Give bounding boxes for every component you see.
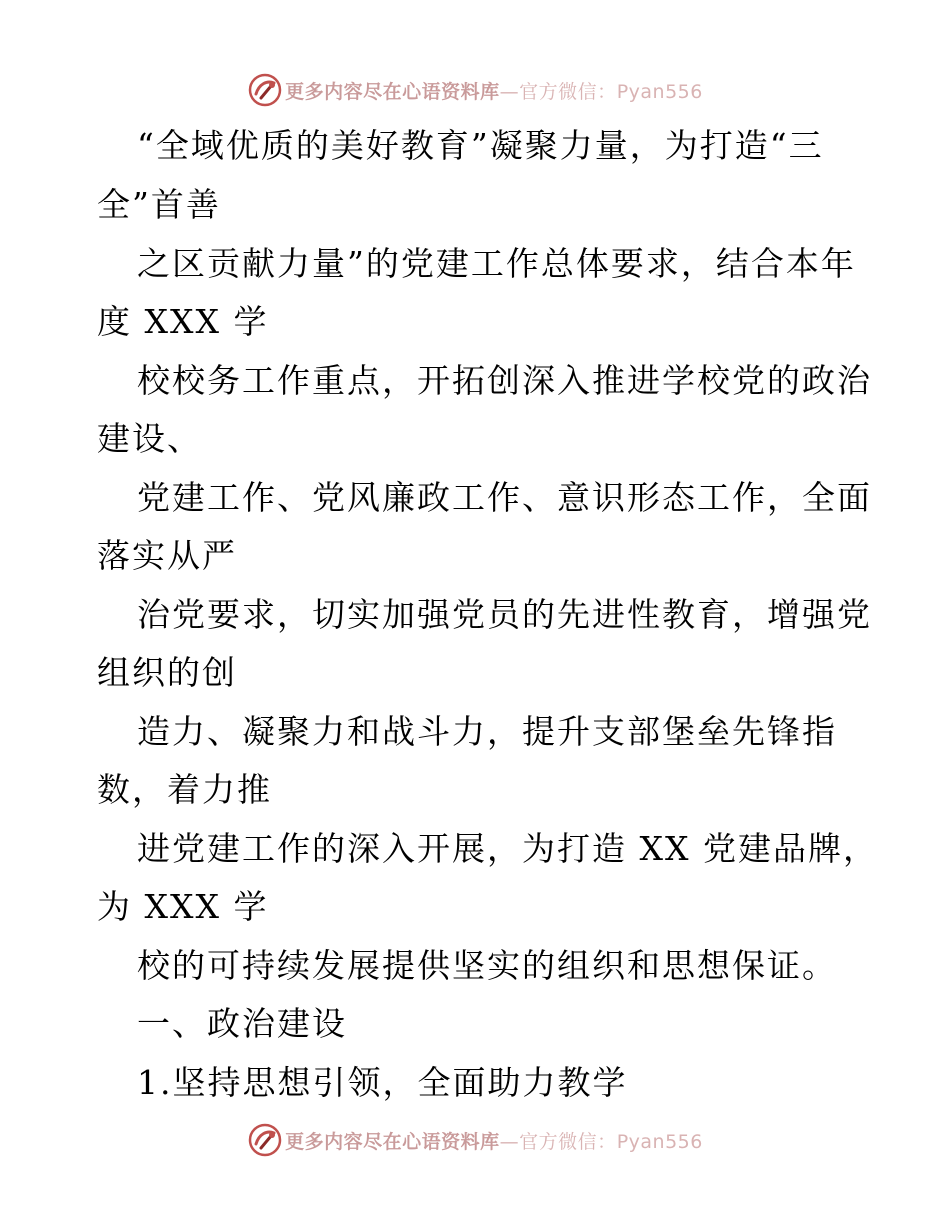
paragraph-line-3: 之区贡献力量”的党建工作总体要求，结合本年: [137, 244, 856, 283]
watermark-sep: —: [499, 80, 520, 103]
paragraph-line-13: 进党建工作的深入开展，为打造 XX 党建品牌，: [137, 829, 878, 868]
watermark-logo-icon: [247, 72, 283, 108]
watermark-main: 更多内容尽在心语资料库: [285, 80, 500, 103]
watermark-text: [285, 77, 703, 104]
watermark-tail: 官方微信：: [519, 1130, 617, 1153]
paragraph-line-5: 校校务工作重点，开拓创深入推进学校党的政治: [137, 361, 872, 400]
footer-watermark: [0, 1122, 950, 1158]
watermark-logo-icon: [247, 1122, 283, 1158]
header-watermark: [0, 72, 950, 108]
paragraph-line-4: 度 XXX 学: [97, 302, 269, 341]
paragraph-line-8: 落实从严: [97, 536, 237, 575]
paragraph-line-1: “全域优质的美好教育”凝聚力量，为打造“三: [137, 126, 824, 165]
paragraph-line-11: 造力、凝聚力和战斗力，提升支部堡垒先锋指: [137, 712, 837, 751]
paragraph-line-14: 为 XXX 学: [97, 887, 269, 926]
paragraph-line-15: 校的可持续发展提供坚实的组织和思想保证。: [137, 946, 837, 985]
paragraph-line-7: 党建工作、党风廉政工作、意识形态工作，全面: [137, 478, 872, 517]
paragraph-line-6: 建设、: [97, 419, 202, 458]
watermark-main: 更多内容尽在心语资料库: [285, 1130, 500, 1153]
watermark-text: [285, 1127, 703, 1154]
paragraph-line-12: 数，着力推: [97, 770, 272, 809]
watermark-id: Pyan556: [616, 1130, 703, 1153]
watermark-sep: —: [499, 1130, 520, 1153]
paragraph-line-2: 全”首善: [97, 185, 221, 224]
paragraph-line-9: 治党要求，切实加强党员的先进性教育，增强党: [137, 595, 872, 634]
watermark-id: Pyan556: [616, 80, 703, 103]
watermark-tail: 官方微信：: [519, 80, 617, 103]
section-heading: 一、政治建设: [137, 1004, 347, 1043]
subsection-heading: 1.坚持思想引领，全面助力教学: [137, 1063, 628, 1102]
paragraph-line-10: 组织的创: [97, 653, 237, 692]
